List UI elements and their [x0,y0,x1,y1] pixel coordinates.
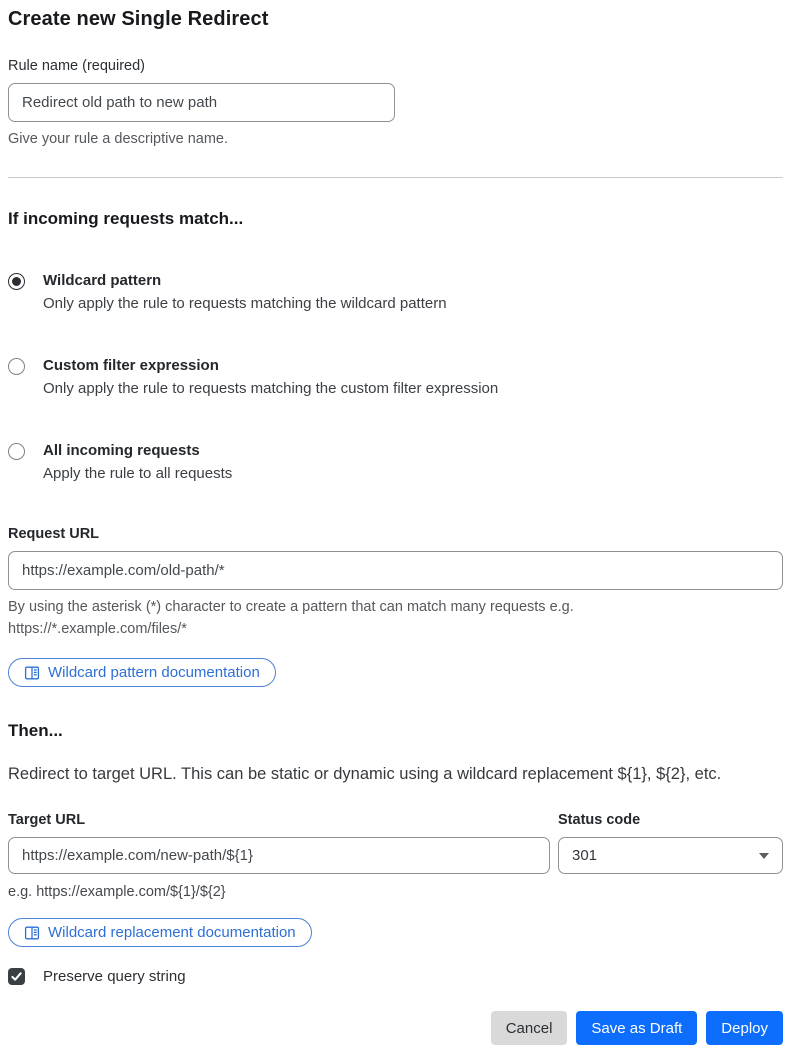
radio-button-icon[interactable] [8,273,25,290]
rule-name-help: Give your rule a descriptive name. [8,131,229,147]
radio-label: Custom filter expression [43,357,219,374]
then-section-heading: Then... [8,721,63,740]
then-section-description: Redirect to target URL. This can be static or dynamic using a wildcard replacement ${1}, ${2}, etc. [8,765,722,783]
request-url-help: By using the asterisk (*) character to create a pattern that can match many requests e.g. https://*.example.com/files/* [8,599,574,637]
radio-description: Only apply the rule to requests matching the wildcard pattern [43,295,447,312]
target-url-help: e.g. https://example.com/${1}/${2} [8,884,226,900]
radio-label: All incoming requests [43,442,200,459]
preserve-query-label: Preserve query string [43,968,186,985]
target-url-input[interactable] [8,837,550,874]
doc-button-label: Wildcard pattern documentation [48,664,260,681]
radio-button-icon[interactable] [8,443,25,460]
rule-name-input[interactable] [8,83,395,122]
radio-description: Only apply the rule to requests matching the custom filter expression [43,380,499,397]
wildcard-replacement-doc-button[interactable] [8,918,312,947]
checkbox-checked-icon[interactable] [8,968,25,985]
book-icon [24,665,40,681]
status-code-select[interactable] [558,837,783,874]
footer-actions [8,1011,783,1045]
radio-option-wildcard-pattern[interactable] [8,272,783,312]
section-divider [8,177,783,178]
radio-label: Wildcard pattern [43,272,162,289]
deploy-button[interactable]: Deploy [706,1011,783,1045]
rule-name-label: Rule name (required) [8,58,146,74]
status-code-label: Status code [558,812,641,828]
request-url-input[interactable] [8,551,783,590]
save-as-draft-button[interactable]: Save as Draft [576,1011,697,1045]
radio-description: Apply the rule to all requests [43,465,233,482]
radio-option-custom-filter[interactable] [8,357,783,397]
wildcard-pattern-doc-button[interactable] [8,658,276,687]
match-section-heading: If incoming requests match... [8,209,244,228]
radio-button-icon[interactable] [8,358,25,375]
match-type-radio-group [8,272,783,482]
page-title: Create new Single Redirect [8,8,269,30]
chevron-down-icon [759,853,769,859]
target-url-label: Target URL [8,812,86,828]
radio-option-all-requests[interactable] [8,442,783,482]
cancel-button[interactable]: Cancel [491,1011,568,1045]
target-status-row [8,812,783,874]
status-code-value: 301 [572,847,598,864]
preserve-query-checkbox-row[interactable] [8,968,783,985]
book-icon [24,925,40,941]
request-url-label: Request URL [8,526,100,542]
doc-button-label: Wildcard replacement documentation [48,924,296,941]
